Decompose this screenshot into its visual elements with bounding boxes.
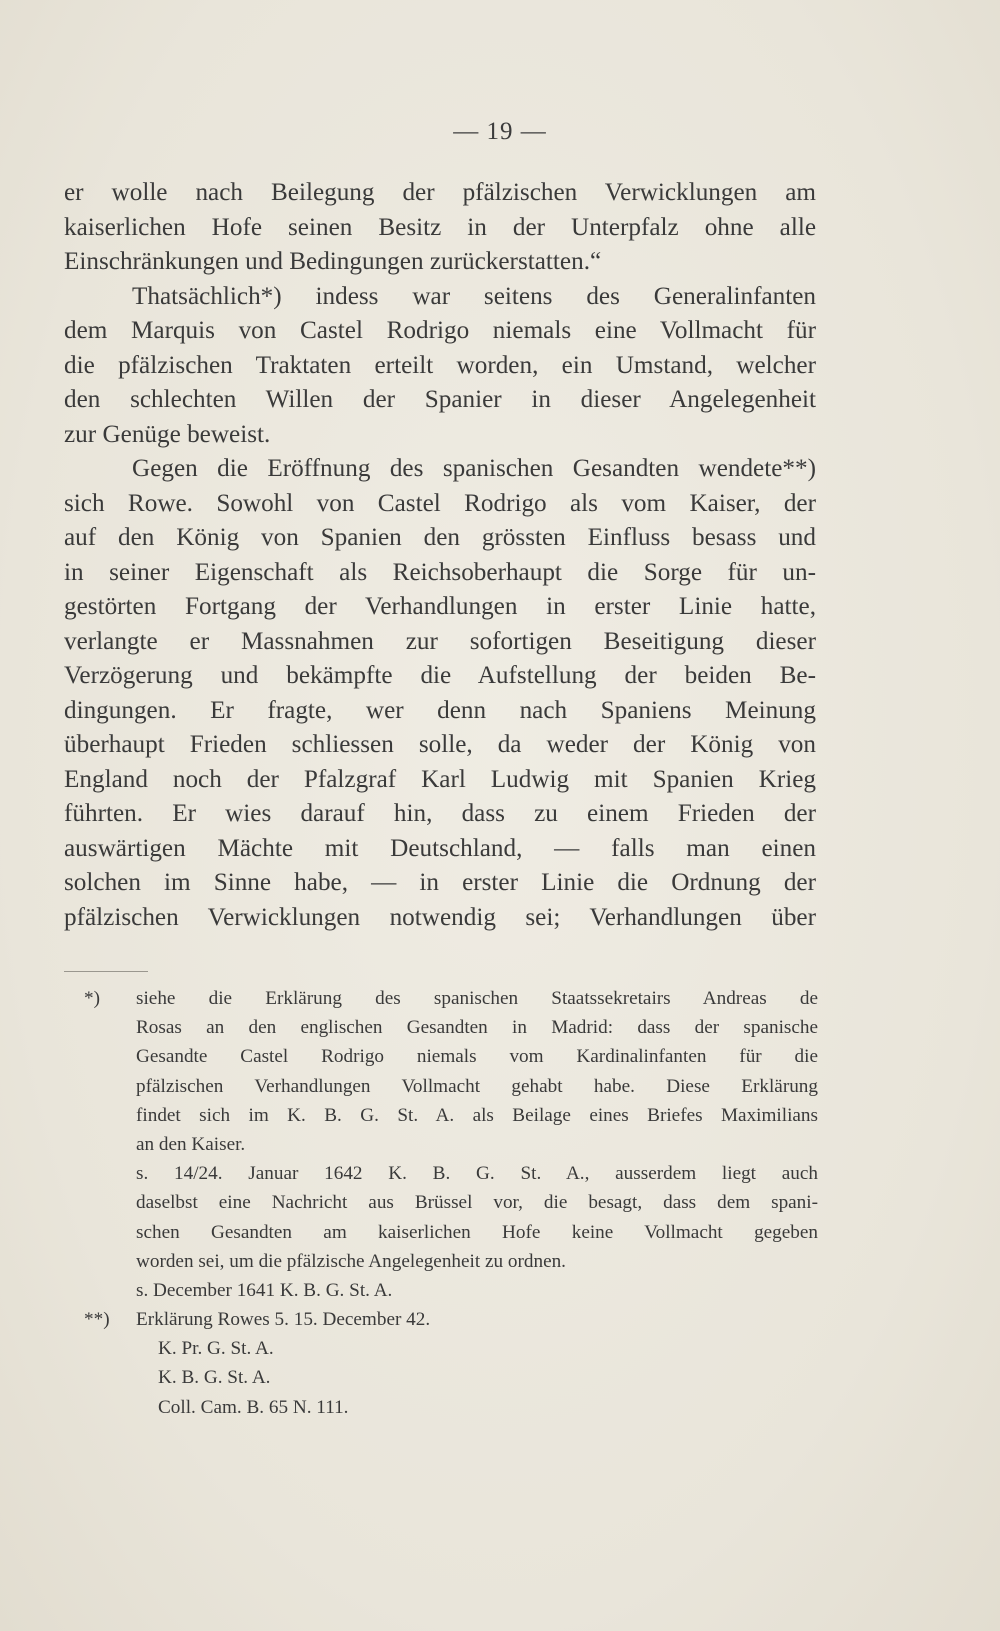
footnote-text: Erklärung Rowes 5. 15. December 42. xyxy=(136,1309,431,1331)
body-line: sich Rowe. Sowohl von Castel Rodrigo als vom Kaiser, der xyxy=(64,489,816,517)
footnote-marker: **) xyxy=(84,1309,110,1331)
body-line: dem Marquis von Castel Rodrigo niemals eine Vollmacht für xyxy=(64,317,816,344)
footnote-line: schen Gesandten am kaiserlichen Hofe keine Vollmacht gegeben xyxy=(136,1221,818,1243)
footnote-line: s. 14/24. Januar 1642 K. B. G. St. A., ausserdem liegt auch xyxy=(136,1163,818,1185)
body-line: er wolle nach Beilegung der pfälzischen Verwicklungen am xyxy=(64,179,816,206)
footnote-line xyxy=(84,984,818,1013)
body-line: pfälzischen Verwicklungen notwendig sei; Verhandlungen über xyxy=(64,903,816,931)
footnote-line: K. B. G. St. A. xyxy=(158,1367,271,1389)
footnote-line: pfälzischen Verhandlungen Vollmacht gehabt habe. Diese Erklärung xyxy=(136,1075,818,1097)
body-text xyxy=(64,176,816,935)
body-line: überhaupt Frieden schliessen solle, da weder der König von xyxy=(64,731,816,758)
body-line: auswärtigen Mächte mit Deutschland, — falls man einen xyxy=(64,834,816,862)
footnote-line: K. Pr. G. St. A. xyxy=(158,1338,274,1360)
body-line: auf den König von Spanien den grössten Einfluss besass und xyxy=(64,524,816,551)
footnote-line: Rosas an den englischen Gesandten in Madrid: dass der spanische xyxy=(136,1017,818,1039)
footnote-line: worden sei, um die pfälzische Angelegenheit zu ordnen. xyxy=(136,1250,566,1272)
page-number: — 19 — xyxy=(453,118,547,145)
body-line: England noch der Pfalzgraf Karl Ludwig mit Spanien Krieg xyxy=(64,765,816,793)
body-line: zur Genüge beweist. xyxy=(64,420,271,448)
footnote-text: siehe die Erklärung des spanischen Staatssekretairs Andreas de xyxy=(136,988,818,1009)
body-line: solchen im Sinne habe, — in erster Linie die Ordnung der xyxy=(64,869,816,896)
footnote-1-source xyxy=(84,1159,818,1305)
footnote-line: s. December 1641 K. B. G. St. A. xyxy=(136,1279,393,1301)
body-line: Gegen die Eröffnung des spanischen Gesandten wendete**) xyxy=(132,455,816,482)
body-line: den schlechten Willen der Spanier in dieser Angelegenheit xyxy=(64,386,816,413)
footnote-marker: *) xyxy=(84,988,100,1009)
body-line: in seiner Eigenschaft als Reichsoberhaupt die Sorge für un- xyxy=(64,558,816,586)
body-line: Einschränkungen und Bedingungen zurückerstatten.“ xyxy=(64,248,602,275)
body-line: dingungen. Er fragte, wer denn nach Spaniens Meinung xyxy=(64,696,816,724)
footnote-line: an den Kaiser. xyxy=(136,1133,246,1155)
footnote-line: Coll. Cam. B. 65 N. 111. xyxy=(158,1396,349,1418)
footnote-1 xyxy=(84,984,818,1159)
body-line: Thatsächlich*) indess war seitens des Generalinfanten xyxy=(132,282,816,310)
footnote-divider xyxy=(64,971,148,972)
body-line: kaiserlichen Hofe seinen Besitz in der Unterpfalz ohne alle xyxy=(64,213,816,241)
body-line: gestörten Fortgang der Verhandlungen in erster Linie hatte, xyxy=(64,593,816,620)
footnote-2 xyxy=(84,1305,818,1422)
footnotes xyxy=(84,984,818,1422)
footnote-line: daselbst eine Nachricht aus Brüssel vor, die besagt, dass dem spani- xyxy=(136,1192,818,1214)
body-line: verlangte er Massnahmen zur sofortigen Beseitigung dieser xyxy=(64,627,816,655)
body-line: Verzögerung und bekämpfte die Aufstellung der beiden Be- xyxy=(64,662,816,689)
footnote-line: findet sich im K. B. G. St. A. als Beilage eines Briefes Maximilians xyxy=(136,1104,818,1126)
footnote-line xyxy=(84,1305,818,1334)
body-line: führten. Er wies darauf hin, dass zu einem Frieden der xyxy=(64,800,816,827)
footnote-line: Gesandte Castel Rodrigo niemals vom Kardinalinfanten für die xyxy=(136,1046,818,1068)
body-line: die pfälzischen Traktaten erteilt worden, ein Umstand, welcher xyxy=(64,351,816,379)
